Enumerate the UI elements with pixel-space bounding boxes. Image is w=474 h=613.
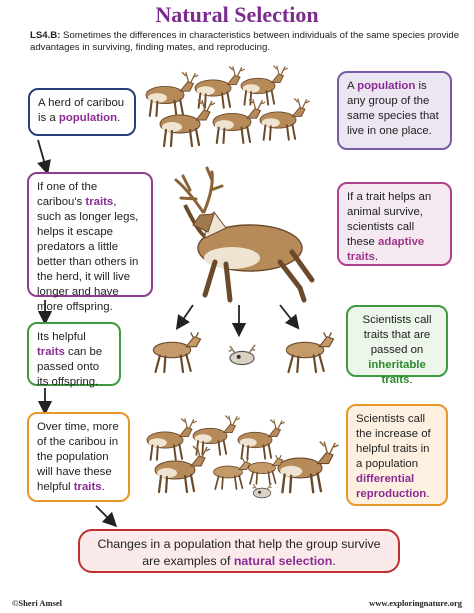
box-inherit-pre: Scientists call traits that are passed on [362, 314, 432, 356]
caribou-fawn-right [286, 332, 333, 372]
caribou-herd-bottom [147, 416, 339, 493]
box-overtime-post: . [101, 481, 105, 493]
term-adaptive-traits: adaptive traits [347, 236, 425, 263]
box-overtime-pre: Over time, more of the caribou in the population will have these helpful [37, 421, 119, 493]
term-traits-passed: traits [37, 346, 65, 358]
box-diff-post: . [426, 488, 430, 500]
term-natural-selection: natural selection [233, 554, 333, 568]
box-conclusion-post: . [332, 554, 336, 568]
box-differential-reproduction [346, 404, 448, 506]
box-popdef-post: is any group of the same species that live in one place. [347, 80, 439, 137]
box-diff-pre: Scientists call the increase of helpful traits in a population [356, 413, 431, 470]
term-differential-reproduction: differential reproduction [356, 473, 427, 500]
caribou-large-stag [176, 168, 312, 300]
caribou-fawn-left [153, 332, 200, 372]
box-inheritable-traits [346, 305, 448, 386]
box-herd-text: A herd of caribou is a [38, 97, 125, 124]
term-population: population [58, 112, 118, 124]
box-passed-post: can be passed onto its offspring. [37, 346, 103, 388]
box-adaptive-post: . [374, 251, 379, 263]
term-population-def: population [357, 80, 416, 92]
box-popdef-pre: A [347, 80, 358, 92]
box-traits-story [27, 172, 153, 313]
box-population-definition [337, 71, 452, 150]
box-herd-end: . [117, 112, 121, 124]
box-herd-population [28, 88, 136, 136]
term-inheritable-traits: inheritable traits [368, 359, 426, 386]
box-traits-post: , such as longer legs, helps it escape predators a little better than others in the herd, it will live longer and have more offspring. [37, 196, 139, 313]
box-passed-on [27, 322, 121, 386]
term-traits: traits [85, 196, 114, 208]
box-adaptive-pre: If a trait helps an animal survive, scientists call these [347, 191, 432, 248]
box-traits-pre: If one of the caribou's [37, 181, 98, 208]
footer-credit: ©Sheri Amsel [12, 598, 63, 608]
standard-text: Sometimes the differences in characteristics between individuals of the same species provide advantages in surviving, finding mates, and reproducing. [30, 30, 460, 53]
caribou-skull [229, 345, 255, 365]
box-adaptive-traits [337, 182, 452, 266]
box-conclusion [78, 529, 400, 573]
box-passed-pre: Its helpful [37, 331, 86, 343]
box-inherit-post: . [409, 374, 413, 386]
footer-website[interactable]: www.exploringnature.org [369, 598, 462, 608]
term-traits-overtime: traits [73, 481, 102, 493]
page-title: Natural Selection [155, 2, 319, 27]
population-arrows [180, 305, 295, 330]
standard-code: LS4.B: [30, 30, 61, 41]
caribou-skull-bottom [252, 483, 271, 497]
caribou-herd-top [146, 66, 310, 146]
box-over-time [27, 412, 130, 502]
box-conclusion-pre: Changes in a population that help the group survive are examples of [97, 537, 381, 568]
